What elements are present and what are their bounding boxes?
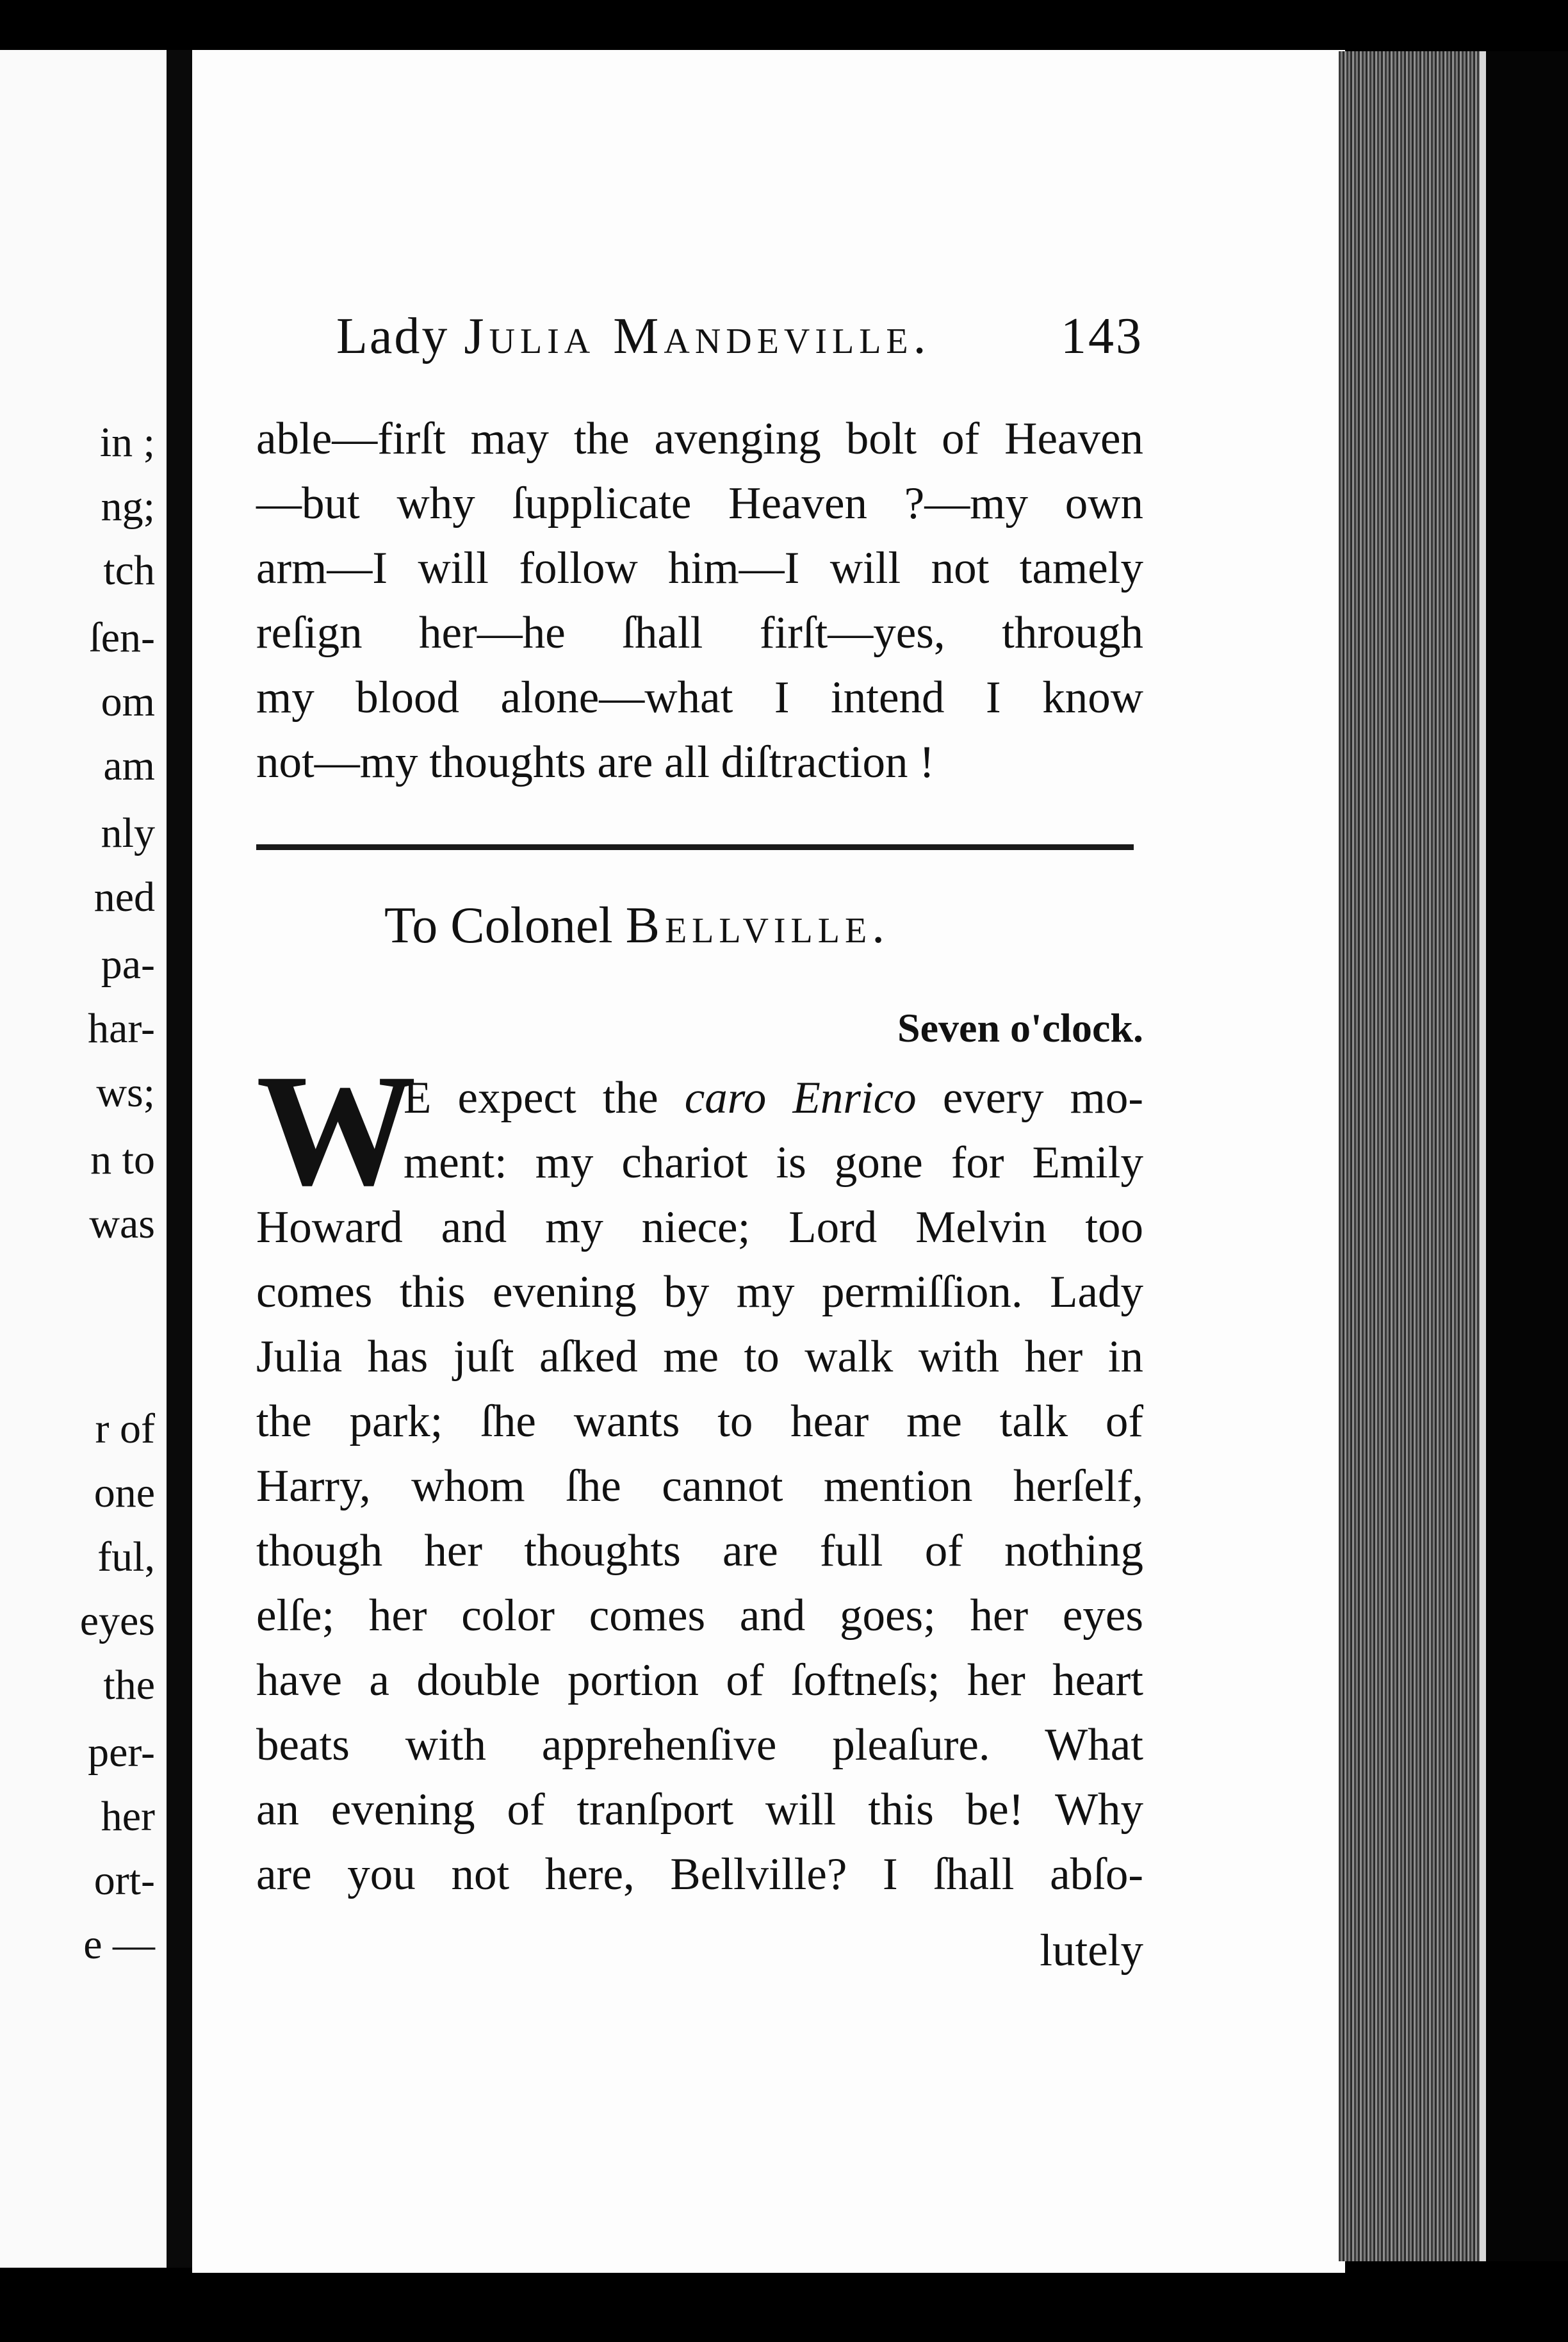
text-line: beats with apprehenſive pleaſure. What <box>256 1720 1143 1770</box>
facing-line-fragment: n to <box>90 1136 155 1183</box>
running-head <box>336 307 1143 365</box>
book-cover-edge <box>1486 51 1568 2261</box>
text-line: comes this evening by my permiſſion. Lady <box>256 1267 1143 1317</box>
text-line: reſign her—he ſhall firſt—yes, through <box>256 608 1143 658</box>
text-line: ment: my chariot is gone for Emily <box>404 1138 1143 1188</box>
facing-line-fragment: her <box>101 1793 155 1840</box>
text-line: —but why ſupplicate Heaven ?—my own <box>256 479 1143 528</box>
facing-line-fragment: in ; <box>99 419 155 466</box>
preceding-letter-ending <box>256 407 1143 795</box>
facing-line-fragment: ful, <box>97 1534 155 1580</box>
page-number: 143 <box>1061 308 1143 364</box>
text-line: Julia has juſt aſked me to walk with her in <box>256 1332 1143 1382</box>
facing-line-fragment: nly <box>101 810 155 856</box>
facing-line-fragment: tch <box>103 547 155 594</box>
facing-line-fragment: ort- <box>94 1857 155 1904</box>
italic-phrase: caro Enrico <box>684 1073 917 1123</box>
text-segment: every mo- <box>916 1073 1144 1123</box>
facing-line-fragment: ws; <box>96 1069 155 1116</box>
text-line: though her thoughts are full of nothing <box>256 1526 1143 1576</box>
section-divider-rule <box>256 844 1134 850</box>
facing-line-fragment: ng; <box>101 483 155 530</box>
facing-page <box>0 50 167 2268</box>
letter-heading-prefix: To Colonel <box>384 897 626 954</box>
facing-line-fragment: am <box>103 742 155 789</box>
running-head-prefix: Lady <box>336 308 464 364</box>
facing-line-fragment: pa- <box>101 941 155 988</box>
facing-line-fragment: one <box>94 1470 155 1516</box>
facing-line-fragment: ned <box>94 874 155 921</box>
letter-heading <box>384 894 1089 958</box>
facing-line-fragment: r of <box>95 1405 155 1452</box>
facing-line-fragment: was <box>89 1200 155 1247</box>
text-segment: E expect the <box>404 1073 685 1123</box>
catchword: lutely <box>1040 1926 1143 1976</box>
facing-line-fragment: eyes <box>79 1598 155 1644</box>
facing-line-fragment: ſen- <box>89 614 155 661</box>
text-line: Harry, whom ſhe cannot mention herſelf, <box>256 1461 1143 1511</box>
text-line: an evening of tranſport will this be! Why <box>256 1785 1143 1835</box>
text-line: able—firſt may the avenging bolt of Heaven <box>256 414 1143 464</box>
facing-line-fragment: om <box>101 678 155 725</box>
page-edges <box>1339 51 1486 2261</box>
letter-dateline: Seven o'clock. <box>897 1005 1143 1051</box>
facing-line-fragment: har- <box>88 1005 155 1052</box>
text-line: Howard and my niece; Lord Melvin too <box>256 1202 1143 1252</box>
text-line: have a double portion of ſoftneſs; her heart <box>256 1655 1143 1705</box>
text-line: arm—I will follow him—I will not tamely <box>256 543 1143 593</box>
text-line: elſe; her color comes and goes; her eyes <box>256 1591 1143 1641</box>
facing-line-fragment: per- <box>88 1729 155 1776</box>
facing-line-fragment: e — <box>83 1921 155 1968</box>
text-line: my blood alone—what I intend I know <box>256 673 1143 723</box>
book-gutter <box>167 50 192 2268</box>
letter-heading-name: Bellville. <box>625 897 890 954</box>
letter-body <box>256 1066 1143 1907</box>
running-head-small-caps: Julia Mandeville. <box>464 308 931 364</box>
text-line: not—my thoughts are all diſtraction ! <box>256 737 935 787</box>
text-line: the park; ſhe wants to hear me talk of <box>256 1396 1143 1446</box>
drop-cap: W <box>256 1042 416 1219</box>
text-line-first <box>256 1066 1143 1131</box>
facing-line-fragment: the <box>103 1662 155 1708</box>
running-head-title <box>336 307 931 366</box>
text-line: are you not here, Bellville? I ſhall abſo- <box>256 1849 1143 1899</box>
